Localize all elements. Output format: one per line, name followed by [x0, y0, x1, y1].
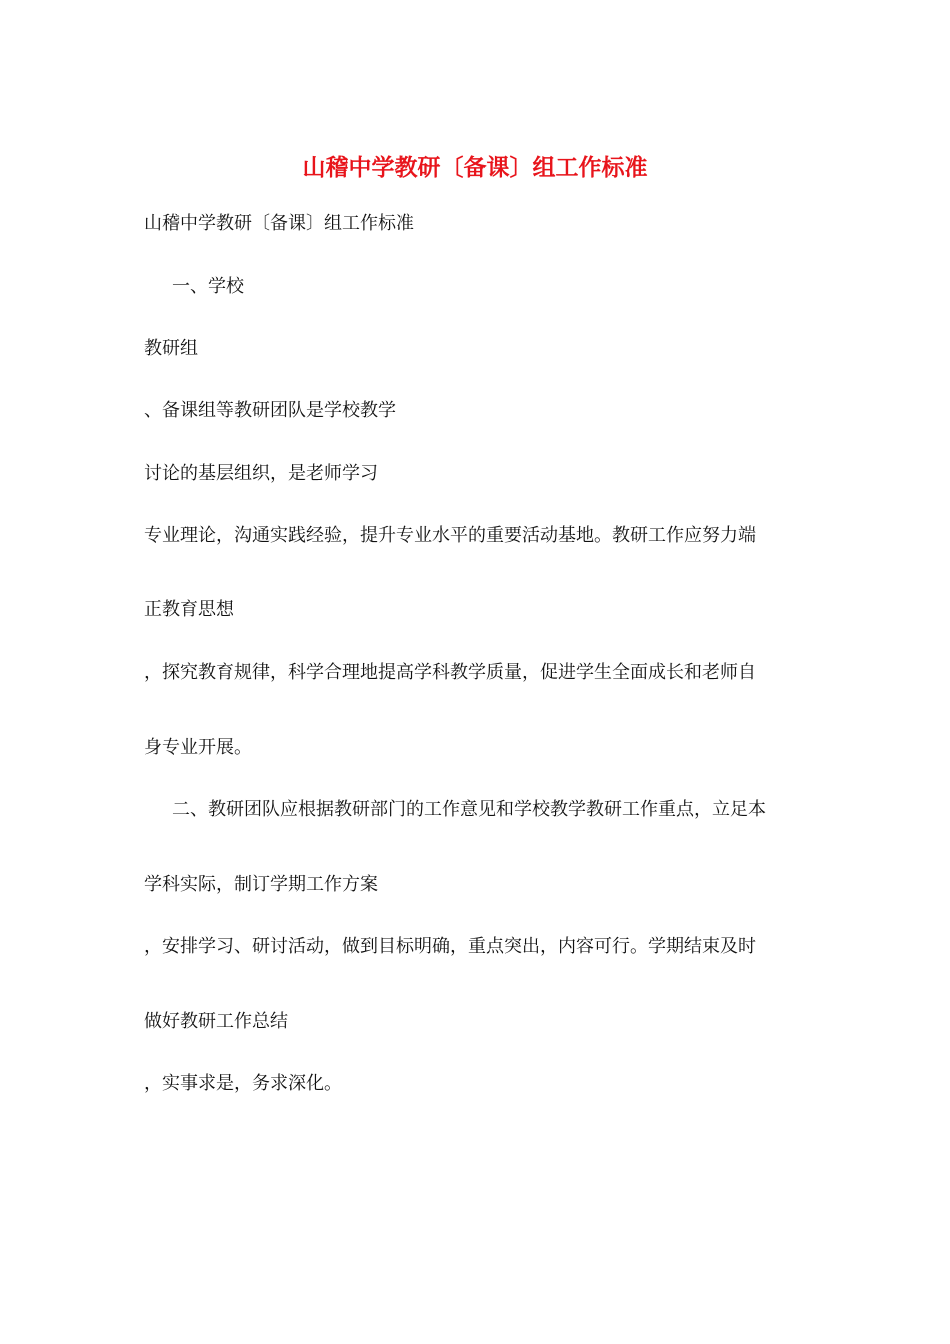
body-line: ，探究教育规律，科学合理地提高学科教学质量，促进学生全面成长和老师自 [144, 662, 756, 683]
body-line: 做好教研工作总结 [144, 1011, 288, 1032]
body-line: 身专业开展。 [144, 737, 252, 758]
body-line: 教研组 [144, 338, 198, 359]
document-title: 山稽中学教研〔备课〕组工作标准 [302, 155, 648, 181]
body-line: ，安排学习、研讨活动，做到目标明确，重点突出，内容可行。学期结束及时 [144, 936, 756, 957]
body-line-subtitle: 山稽中学教研〔备课〕组工作标准 [144, 213, 414, 234]
body-line: 专业理论，沟通实践经验，提升专业水平的重要活动基地。教研工作应努力端 [144, 525, 756, 546]
body-line: 、备课组等教研团队是学校教学 [144, 400, 396, 421]
body-line: 讨论的基层组织，是老师学习 [144, 463, 378, 484]
body-line-section-1: 一、学校 [172, 276, 244, 297]
body-line: 学科实际，制订学期工作方案 [144, 874, 378, 895]
body-line: 正教育思想 [144, 599, 234, 620]
body-line-section-2: 二、教研团队应根据教研部门的工作意见和学校教学教研工作重点，立足本 [172, 799, 766, 820]
body-line: ，实事求是，务求深化。 [144, 1073, 342, 1094]
